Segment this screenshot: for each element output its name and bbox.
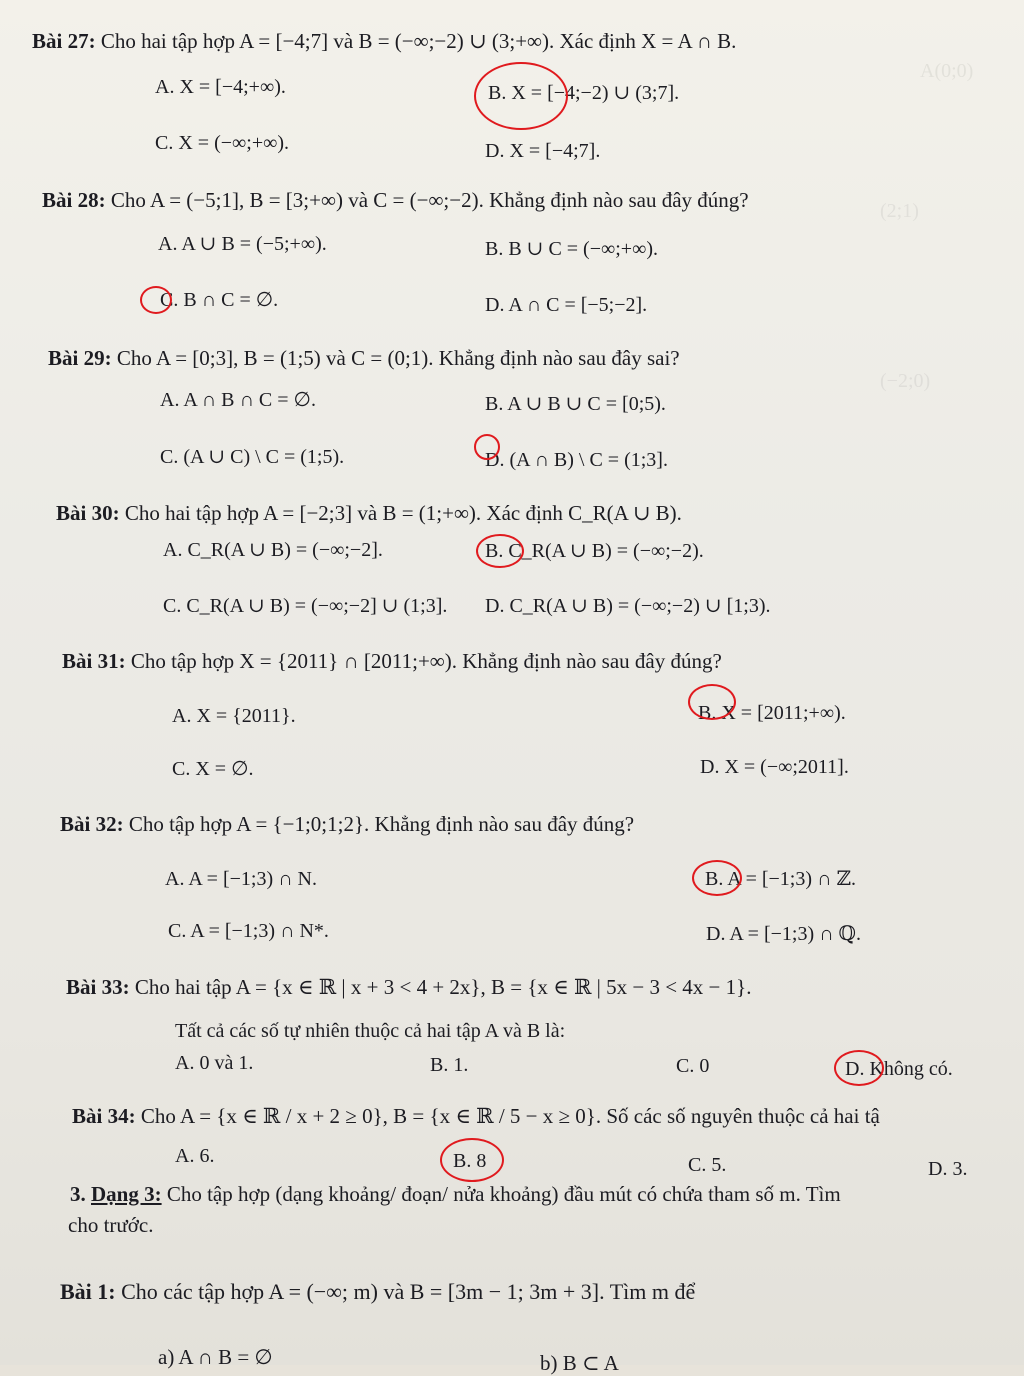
problem-27-option-d[interactable]: D. X = [−4;7]. (485, 140, 601, 162)
problem-29-option-b[interactable]: B. A ∪ B ∪ C = [0;5). (485, 393, 666, 415)
bai-1-sub-a: a) A ∩ B = ∅ (158, 1345, 273, 1369)
problem-28-option-d[interactable]: D. A ∩ C = [−5;−2]. (485, 294, 648, 316)
problem-33-option-c[interactable]: C. 0 (676, 1055, 710, 1077)
answer-circle-32 (692, 860, 742, 896)
answer-circle-29 (474, 434, 500, 460)
answer-circle-31 (688, 684, 736, 720)
section-3-header (70, 1181, 841, 1207)
problem-27-option-b[interactable]: B. X = [−4;−2) ∪ (3;7]. (488, 82, 680, 104)
problem-28-option-b[interactable]: B. B ∪ C = (−∞;+∞). (485, 238, 659, 260)
bleed-through: (−2;0) (880, 370, 931, 392)
problem-33-label: Bài 33: (66, 975, 130, 999)
problem-30-option-b[interactable]: B. C_R(A ∪ B) = (−∞;−2). (485, 540, 704, 562)
problem-29-option-c[interactable]: C. (A ∪ C) \ C = (1;5). (160, 446, 345, 468)
problem-33-option-a[interactable]: A. 0 và 1. (175, 1052, 254, 1074)
problem-33-option-b[interactable]: B. 1. (430, 1054, 469, 1076)
problem-28-option-a[interactable]: A. A ∪ B = (−5;+∞). (158, 233, 327, 255)
problem-31-option-a[interactable]: A. X = {2011}. (172, 705, 296, 727)
problem-31-text: Cho tập hợp X = {2011} ∩ [2011;+∞). Khẳng định nào sau đây đúng? (130, 649, 722, 673)
bai-1-sub-b: b) B ⊂ A (540, 1351, 619, 1375)
problem-29-label: Bài 29: (48, 346, 112, 370)
answer-circle-34 (440, 1138, 504, 1182)
bai-1-label: Bài 1: (60, 1279, 116, 1304)
problem-33-subquestion: Tất cả các số tự nhiên thuộc cả hai tập A và B là: (175, 1020, 566, 1042)
problem-34-option-b[interactable]: B. 8 (453, 1150, 487, 1172)
problem-34-text: Cho A = {x ∈ ℝ / x + 2 ≥ 0}, B = {x ∈ ℝ / 5 − x ≥ 0}. Số các số nguyên thuộc cả hai tậ (140, 1104, 880, 1128)
answer-circle-30 (476, 534, 524, 568)
problem-32-text: Cho tập hợp A = {−1;0;1;2}. Khẳng định nào sau đây đúng? (128, 812, 635, 836)
bleed-through: A(0;0) (920, 60, 974, 82)
problem-30-label: Bài 30: (56, 501, 120, 525)
problem-33-text: Cho hai tập A = {x ∈ ℝ | x + 3 < 4 + 2x}, B = {x ∈ ℝ | 5x − 3 < 4x − 1}. (134, 975, 752, 999)
problem-32-option-d[interactable]: D. A = [−1;3) ∩ ℚ. (706, 923, 861, 945)
problem-29-question (48, 345, 680, 371)
problem-30-option-d[interactable]: D. C_R(A ∪ B) = (−∞;−2) ∪ [1;3). (485, 595, 771, 617)
problem-32-question (60, 811, 634, 837)
problem-31-label: Bài 31: (62, 649, 126, 673)
problem-32-option-c[interactable]: C. A = [−1;3) ∩ N*. (168, 920, 329, 942)
problem-30-option-a[interactable]: A. C_R(A ∪ B) = (−∞;−2]. (163, 539, 383, 561)
section-number: 3. (70, 1182, 86, 1206)
problem-32-label: Bài 32: (60, 812, 124, 836)
problem-34-option-d[interactable]: D. 3. (928, 1158, 968, 1180)
answer-circle-33 (834, 1050, 884, 1086)
problem-34-question (72, 1103, 880, 1129)
problem-30-question (56, 500, 682, 526)
problem-33-option-d[interactable]: D. Không có. (845, 1058, 953, 1080)
problem-34-option-a[interactable]: A. 6. (175, 1145, 215, 1167)
bai-1-question (60, 1279, 695, 1305)
problem-31-option-b[interactable]: B. X = [2011;+∞). (698, 702, 846, 724)
problem-32-option-b[interactable]: B. A = [−1;3) ∩ ℤ. (705, 868, 857, 890)
problem-32-option-a[interactable]: A. A = [−1;3) ∩ N. (165, 868, 318, 890)
problem-28-option-c[interactable]: C. B ∩ C = ∅. (160, 289, 279, 311)
problem-34-option-c[interactable]: C. 5. (688, 1154, 727, 1176)
problem-28-question (42, 187, 749, 213)
problem-27-question (32, 28, 736, 54)
problem-29-text: Cho A = [0;3], B = (1;5) và C = (0;1). Khẳng định nào sau đây sai? (116, 346, 680, 370)
bai-1-text: Cho các tập hợp A = (−∞; m) và B = [3m − 1; 3m + 3]. Tìm m để (121, 1279, 696, 1304)
answer-circle-28 (140, 286, 172, 314)
bleed-through: (2;1) (880, 200, 919, 222)
problem-27-option-a[interactable]: A. X = [−4;+∞). (155, 76, 286, 98)
problem-31-option-c[interactable]: C. X = ∅. (172, 758, 254, 780)
problem-28-label: Bài 28: (42, 188, 106, 212)
section-heading: Dạng 3: (91, 1182, 162, 1206)
problem-27-text: Cho hai tập hợp A = [−4;7] và B = (−∞;−2) ∪ (3;+∞). Xác định X = A ∩ B. (100, 29, 737, 53)
problem-29-option-d[interactable]: D. (A ∩ B) \ C = (1;3]. (485, 449, 668, 471)
answer-circle-27 (474, 62, 568, 130)
problem-30-text: Cho hai tập hợp A = [−2;3] và B = (1;+∞). Xác định C_R(A ∪ B). (124, 501, 682, 525)
problem-28-text: Cho A = (−5;1], B = [3;+∞) và C = (−∞;−2). Khẳng định nào sau đây đúng? (110, 188, 749, 212)
problem-29-option-a[interactable]: A. A ∩ B ∩ C = ∅. (160, 389, 316, 411)
problem-33-question (66, 974, 751, 1000)
problem-27-label: Bài 27: (32, 29, 96, 53)
problem-31-option-d[interactable]: D. X = (−∞;2011]. (700, 756, 849, 778)
problem-31-question (62, 648, 722, 674)
problem-27-option-c[interactable]: C. X = (−∞;+∞). (155, 132, 290, 154)
section-3-text-continued: cho trước. (68, 1213, 154, 1237)
section-text: Cho tập hợp (dạng khoảng/ đoạn/ nửa khoảng) đầu mút có chứa tham số m. Tìm (166, 1182, 841, 1206)
problem-30-option-c[interactable]: C. C_R(A ∪ B) = (−∞;−2] ∪ (1;3]. (163, 595, 448, 617)
problem-34-label: Bài 34: (72, 1104, 136, 1128)
